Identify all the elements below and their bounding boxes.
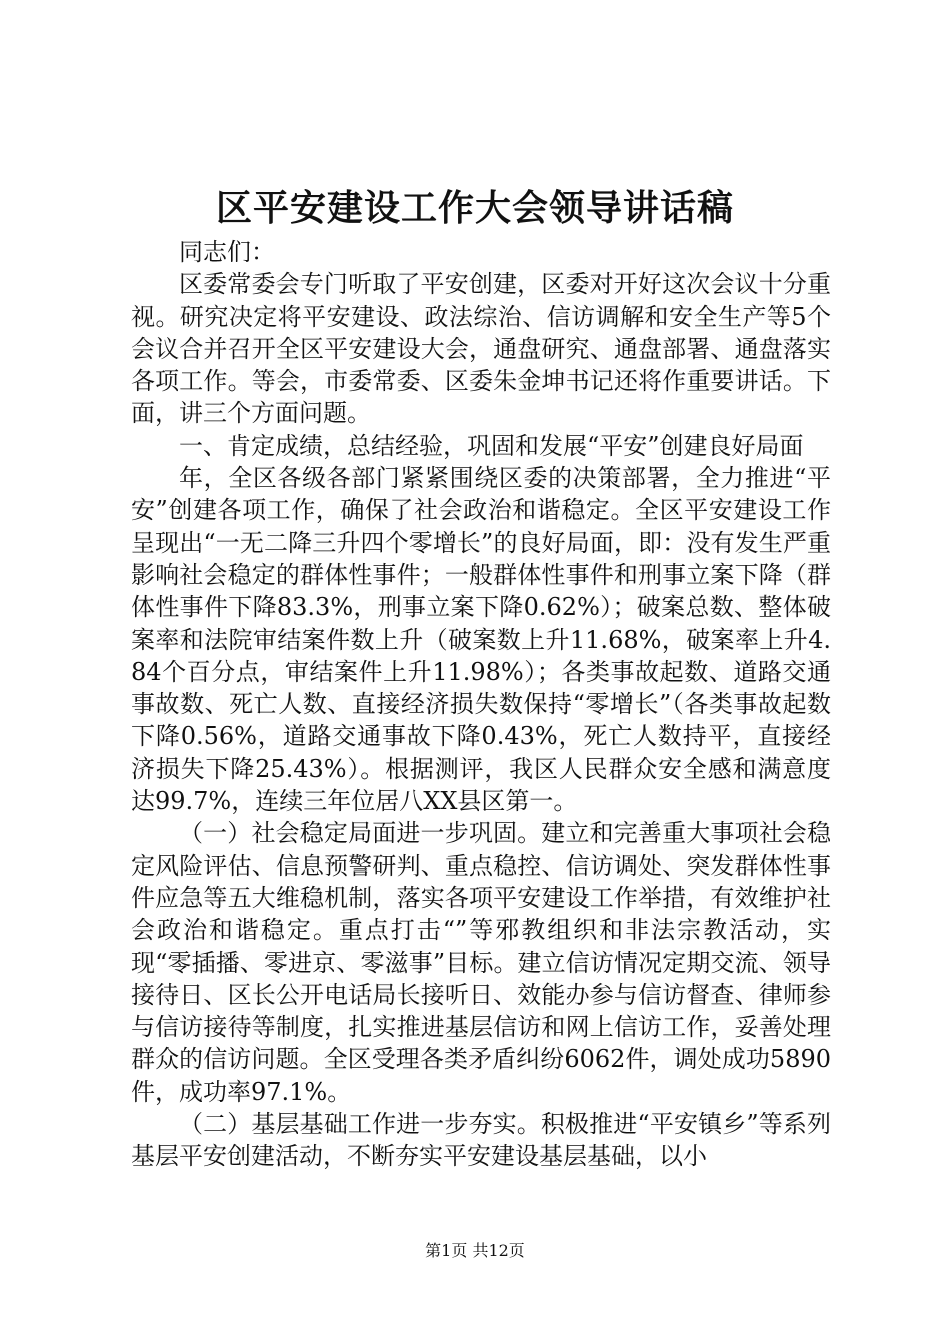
achievements-paragraph: 年，全区各级各部门紧紧围绕区委的决策部署，全力推进“平安”创建各项工作，确保了社会政治和谐稳定。全区平安建设工作呈现出“一无二降三升四个零增长”的良好局面，即：没有发生严重影响社会稳定的群体性事件；一般群体性事件和刑事立案下降（群体性事件下降83.3%，刑事立案下降0.62%）；破案总数、整体破案率和法院审结案件数上升（破案数上升11.68%，破案率上升4.84个百分点，审结案件上升11.98%）；各类事故起数、道路交通事故数、死亡人数、直接经济损失数保持“零增长”（各类事故起数下降0.56%，道路交通事故下降0.43%，死亡人数持平，直接经济损失下降25.43%）。根据测评，我区人民群众安全感和满意度达99.7%，连续三年位居八XX县区第一。 [131, 464, 831, 816]
section-heading-1: 一、肯定成绩，总结经验，巩固和发展“平安”创建良好局面 [179, 431, 804, 460]
subsection-1-paragraph: （一）社会稳定局面进一步巩固。建立和完善重大事项社会稳定风险评估、信息预警研判、重点稳控、信访调处、突发群体性事件应急等五大维稳机制，落实各项平安建设工作举措，有效维护社会政治和谐稳定。重点打击“”等邪教组织和非法宗教活动，实现“零插播、零进京、零滋事”目标。建立信访情况定期交流、领导接待日、区长公开电话局长接听日、效能办参与信访督查、律师参与信访接待等制度，扎实推进基层信访和网上信访工作，妥善处理群众的信访问题。全区受理各类矛盾纠纷6062件，调处成功5890件，成功率97.1%。 [131, 819, 831, 1106]
page-footer: 第1页 共12页 [425, 1241, 525, 1260]
salutation-paragraph: 同志们： [179, 238, 275, 266]
intro-paragraph: 区委常委会专门听取了平安创建，区委对开好这次会议十分重视。研究决定将平安建设、政法综治、信访调解和安全生产等5个会议合并召开全区平安建设大会，通盘研究、通盘部署、通盘落实各项工作。等会，市委常委、区委朱金坤书记还将作重要讲话。下面，讲三个方面问题。 [131, 270, 831, 428]
document-title: 区平安建设工作大会领导讲话稿 [215, 187, 734, 229]
document-body [131, 236, 831, 1173]
subsection-2-paragraph: （二）基层基础工作进一步夯实。积极推进“平安镇乡”等系列基层平安创建活动，不断夯实平安建设基层基础，以小 [131, 1110, 831, 1171]
